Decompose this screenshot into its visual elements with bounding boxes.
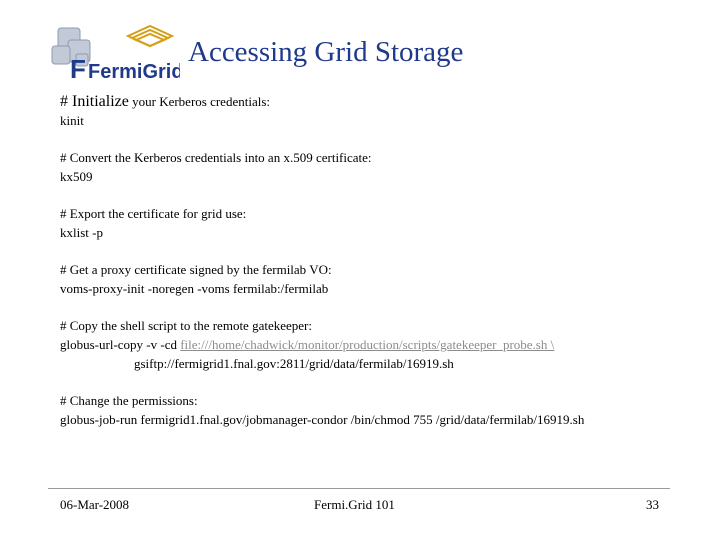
footer-divider	[48, 488, 670, 489]
step-command: globus-job-run fermigrid1.fnal.gov/jobmanager-condor /bin/chmod 755 /grid/data/fermilab/16919.sh	[60, 412, 585, 427]
step-copy	[60, 316, 700, 373]
step-command: voms-proxy-init -noregen -voms fermilab:/fermilab	[60, 281, 329, 296]
step-initialize	[60, 92, 700, 130]
step-comment: # Copy the shell script to the remote gatekeeper:	[60, 318, 312, 333]
footer-date: 06-Mar-2008	[60, 497, 130, 512]
step-command: kxlist -p	[60, 225, 103, 240]
step-proxy	[60, 260, 700, 298]
step-export	[60, 204, 700, 242]
page-title: Accessing Grid Storage	[188, 36, 464, 68]
step-comment: # Convert the Kerberos credentials into an x.509 certificate:	[60, 150, 372, 165]
step-convert	[60, 148, 700, 186]
step-command-continuation: gsiftp://fermigrid1.fnal.gov:2811/grid/data/fermilab/16919.sh	[134, 356, 454, 371]
logo-wordmark: FermiGrid	[88, 61, 180, 82]
fermigrid-logo-icon	[48, 22, 180, 82]
fermigrid-logo	[48, 22, 180, 82]
step-comment: # Export the certificate for grid use:	[60, 206, 247, 221]
svg-text:F: F	[70, 54, 86, 82]
step-comment: # Get a proxy certificate signed by the fermilab VO:	[60, 262, 332, 277]
footer-title: Fermi.Grid 101	[314, 497, 395, 512]
page-number: 33	[646, 497, 659, 512]
step-command: kinit	[60, 113, 84, 128]
step-comment: # Initialize your Kerberos credentials:	[60, 93, 270, 110]
step-command: kx509	[60, 169, 93, 184]
step-comment: # Change the permissions:	[60, 393, 198, 408]
file-url-link[interactable]: file:///home/chadwick/monitor/production/scripts/gatekeeper_probe.sh \	[180, 337, 555, 352]
step-command: globus-url-copy -v -cd file:///home/chadwick/monitor/production/scripts/gatekeeper_probe.sh \	[60, 337, 555, 352]
step-chmod	[60, 391, 700, 429]
command-list	[60, 92, 700, 447]
